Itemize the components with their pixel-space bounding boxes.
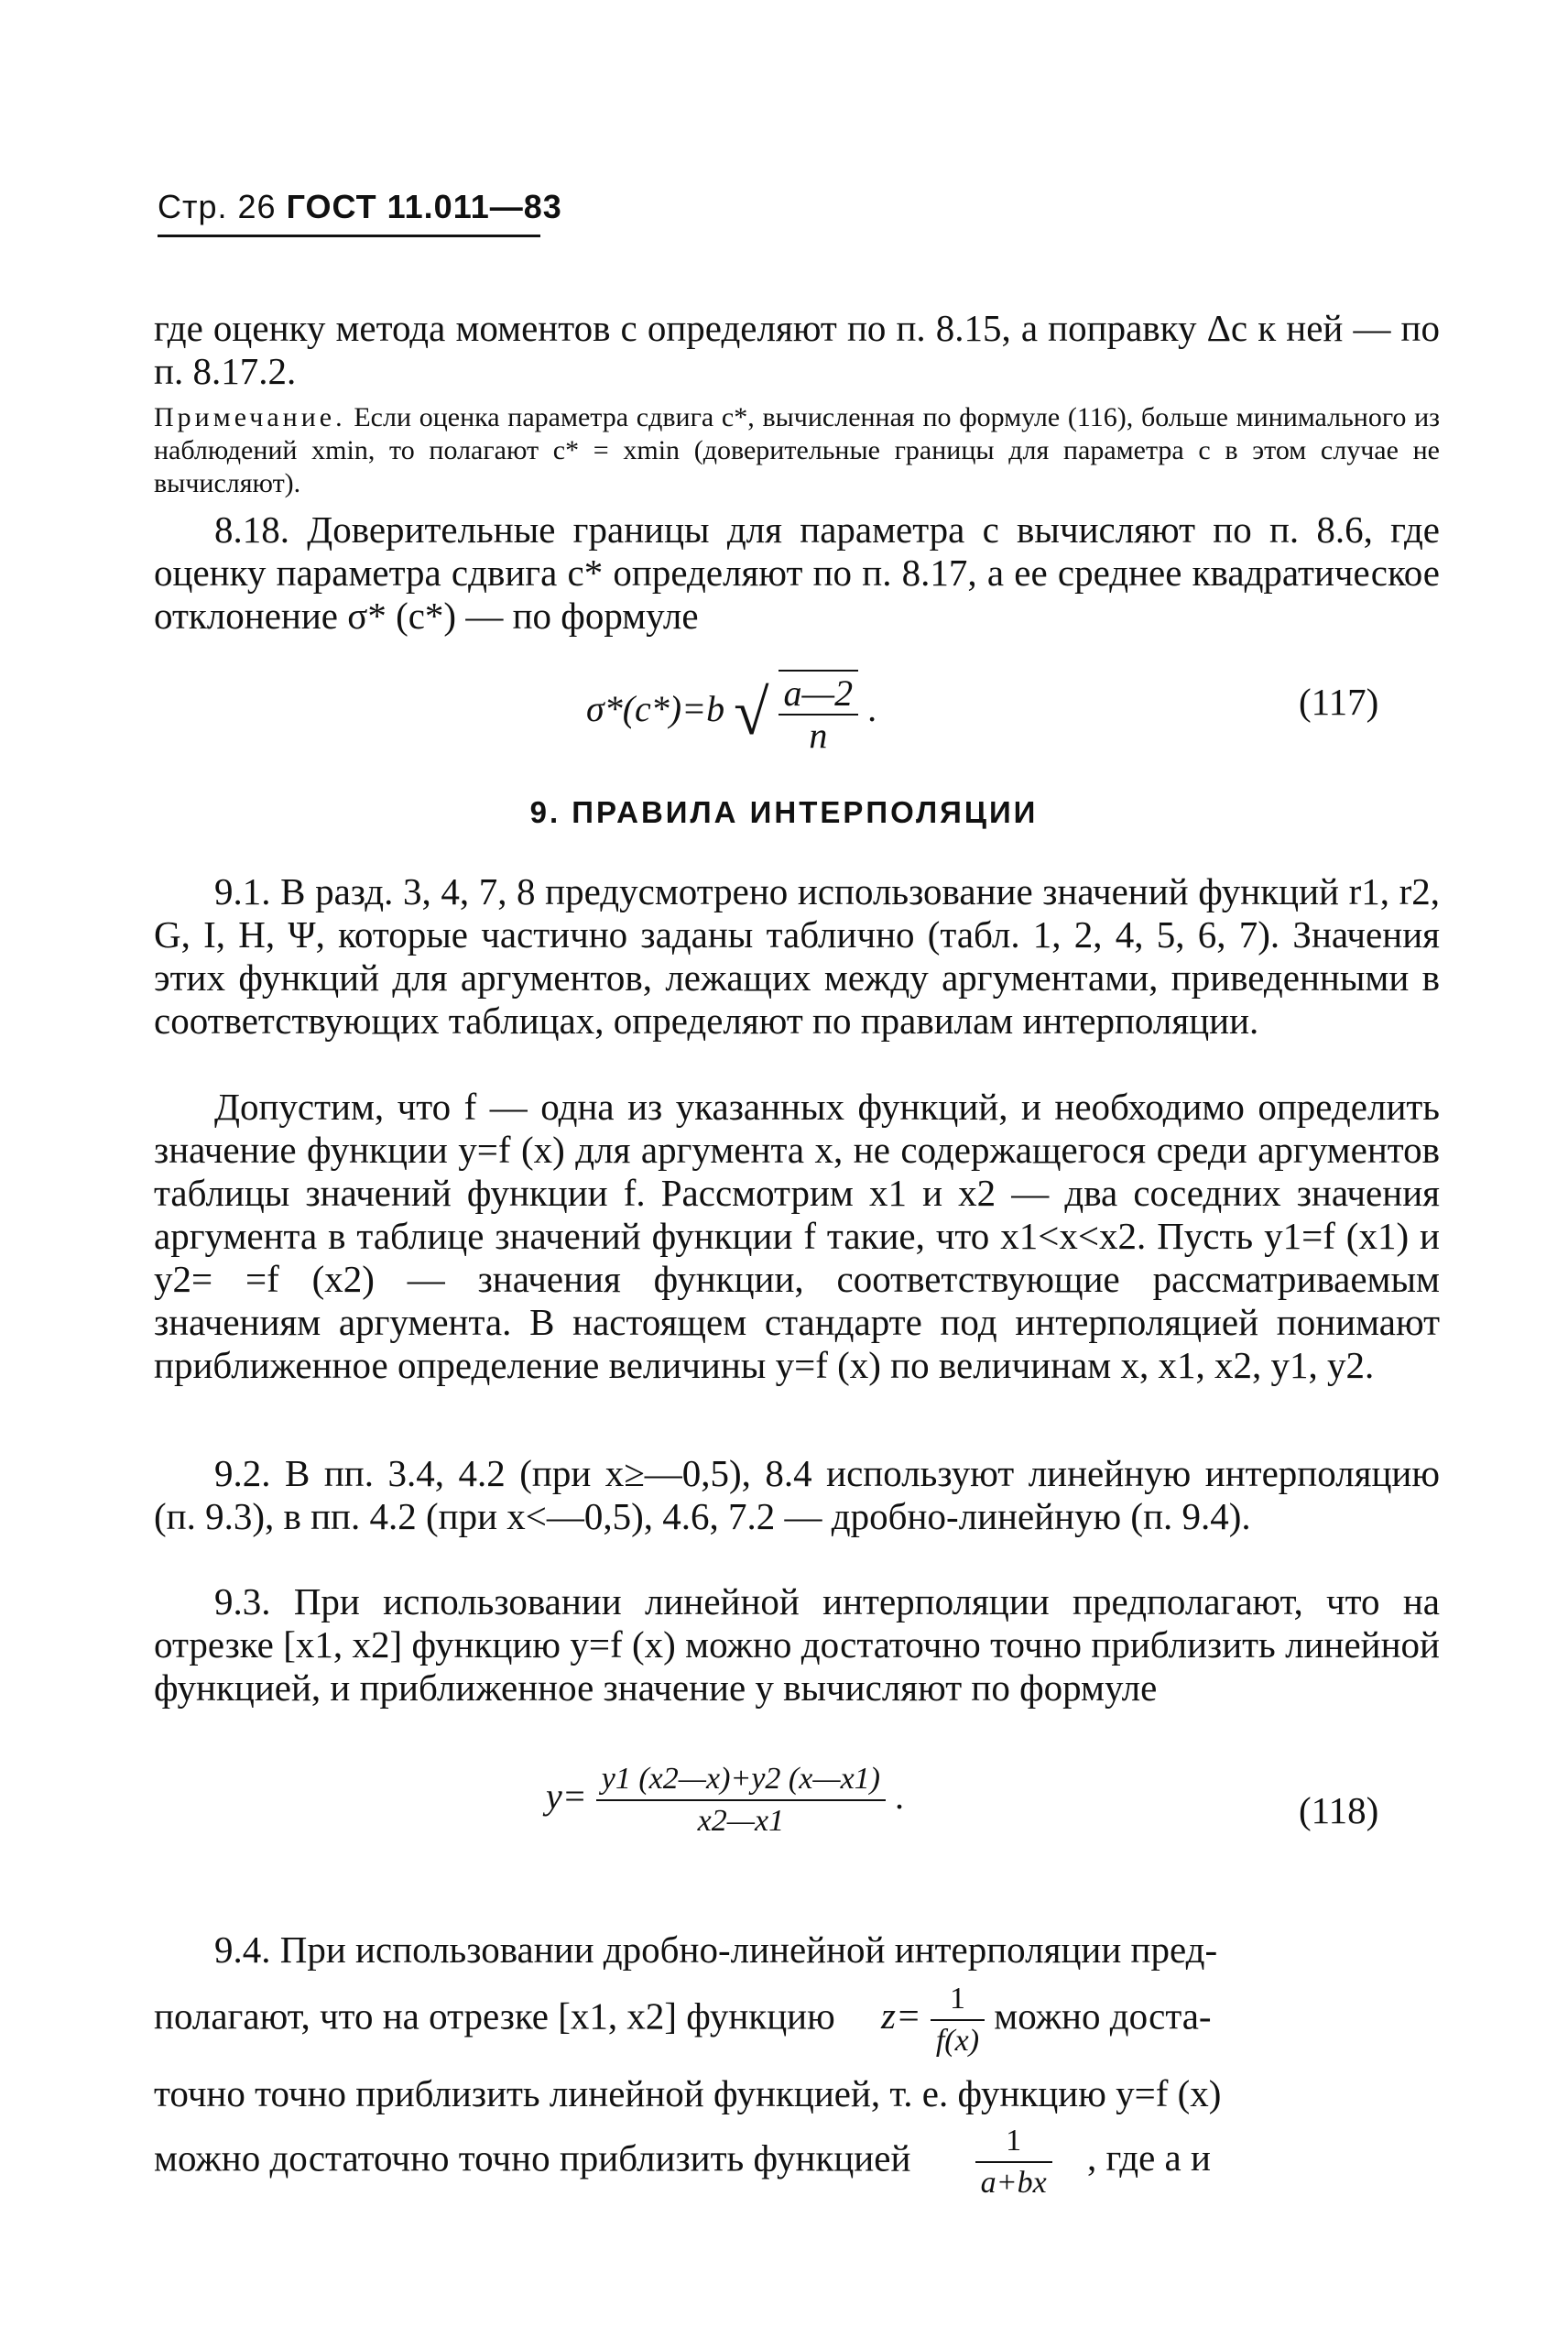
section-title: 9. ПРАВИЛА ИНТЕРПОЛЯЦИИ — [529, 795, 1039, 829]
formula-118-fraction — [596, 1759, 886, 1841]
formula-117-fraction — [779, 670, 859, 756]
p94-fraction-1-over-fx — [931, 1979, 985, 2061]
note — [154, 401, 1440, 500]
paragraph-9-1: 9.1. В разд. 3, 4, 7, 8 предусмотрено использование значений функций r1, r2, G, I, H, Ψ, которые частично заданы таблично (табл. 1, 2, 4, 5, 6, 7). Значения этих функций для аргументов, лежащих между аргументами, приведенными в соответствующих таблицах, определяют по правилам интерполяции. — [154, 870, 1440, 1042]
paragraph-9-4-line3: точно точно приблизить линейной функцией, т. е. функцию y=f (x) — [154, 2072, 1222, 2114]
p94-frac2-numerator: 1 — [975, 2121, 1052, 2163]
equation-number-118: (118) — [1299, 1789, 1379, 1831]
paragraph-9-1-continued: Допустим, что f — одна из указанных функций, и необходимо определить значение функции y=f (x) для аргумента x, не содержащегося среди аргументов таблицы значений функции f. Рассмотрим x1 и x2 — два соседних значения аргумента в таблице значений функции f такие, что x1<x<x2. Пусть y1=f (x1) и y2= =f (x2) — значения функции, соответствующие рассматриваемым значениям аргумента. В настоящем стандарте под интерполяцией понимают приближенное определение величины y=f (x) по величинам x, x1, x2, y1, y2. — [154, 1086, 1440, 1386]
note-text: Если оценка параметра сдвига c*, вычисленная по формуле (116), больше минимального из наблюдений xmin, то полагают c* = xmin (доверительные границы для параметра c в этом случае не вычисляют). — [154, 402, 1440, 498]
page-header — [158, 188, 562, 226]
p94-line4-text-a: можно достаточно точно приблизить функцией — [154, 2136, 911, 2180]
standard-code: ГОСТ 11.011—83 — [286, 188, 562, 225]
formula-117-denominator: n — [809, 714, 828, 756]
formula-117-lhs: σ*(c*)=b — [586, 688, 725, 729]
formula-117: σ*(c*)=b √ $\frac{a—2}{n}$ . — [586, 664, 877, 756]
p94-frac1-denominator: f(x) — [935, 2024, 980, 2058]
formula-118-denominator: x2—x1 — [697, 1804, 785, 1838]
paragraph-9-4-line4 — [154, 2121, 1440, 2203]
formula-118-lhs: y= — [546, 1775, 587, 1818]
page-number: Стр. 26 — [158, 188, 277, 225]
sqrt-sign: √ — [734, 678, 769, 748]
equation-number-117: (117) — [1299, 681, 1379, 723]
paragraph-8-18: 8.18. Доверительные границы для параметра c вычисляют по п. 8.6, где оценку параметра сдвига c* определяют по п. 8.17, а ее среднее квадратическое отклонение σ* (c*) — по формуле — [154, 508, 1440, 637]
formula-118-numerator: y1 (x2—x)+y2 (x—x1) — [596, 1759, 886, 1801]
formula-117-numerator: a—2 — [779, 673, 859, 716]
formula-118: y= $\frac{y1 (x2—x)+y2 (x—x1)}{x2—x1}$ . — [546, 1759, 904, 1841]
header-rule — [158, 235, 540, 237]
p94-line2-text-a: полагают, что на отрезке [x1, x2] функцию — [154, 1994, 835, 2037]
note-label: Примечание. — [154, 402, 346, 432]
p94-line4-text-b: , где a и — [1086, 2136, 1211, 2180]
p94-fraction-1-over-a-plus-bx — [975, 2121, 1052, 2203]
paragraph-8-17-end: где оценку метода моментов c определяют по п. 8.15, а поправку Δc к ней — по п. 8.17.2. — [154, 307, 1440, 392]
paragraph-9-4-line2 — [154, 1979, 1440, 2061]
paragraph-9-2: 9.2. В пп. 3.4, 4.2 (при x≥—0,5), 8.4 используют линейную интерполяцию (п. 9.3), в пп. 4.2 (при x<—0,5), 4.6, 7.2 — дробно-линейную (п. 9.4). — [154, 1452, 1440, 1537]
p94-z-equals: z= — [880, 1994, 921, 2037]
p94-line2-text-b: можно доста- — [994, 1994, 1212, 2037]
p94-frac2-denominator: a+bx — [980, 2166, 1047, 2200]
paragraph-9-4-line1: 9.4. При использовании дробно-линейной интерполяции пред- — [214, 1928, 1218, 1971]
paragraph-9-3: 9.3. При использовании линейной интерполяции предполагают, что на отрезке [x1, x2] функцию y=f (x) можно достаточно точно приблизить линейной функцией, и приближенное значение y вычисляют по формуле — [154, 1580, 1440, 1709]
p94-frac1-numerator: 1 — [931, 1979, 985, 2021]
